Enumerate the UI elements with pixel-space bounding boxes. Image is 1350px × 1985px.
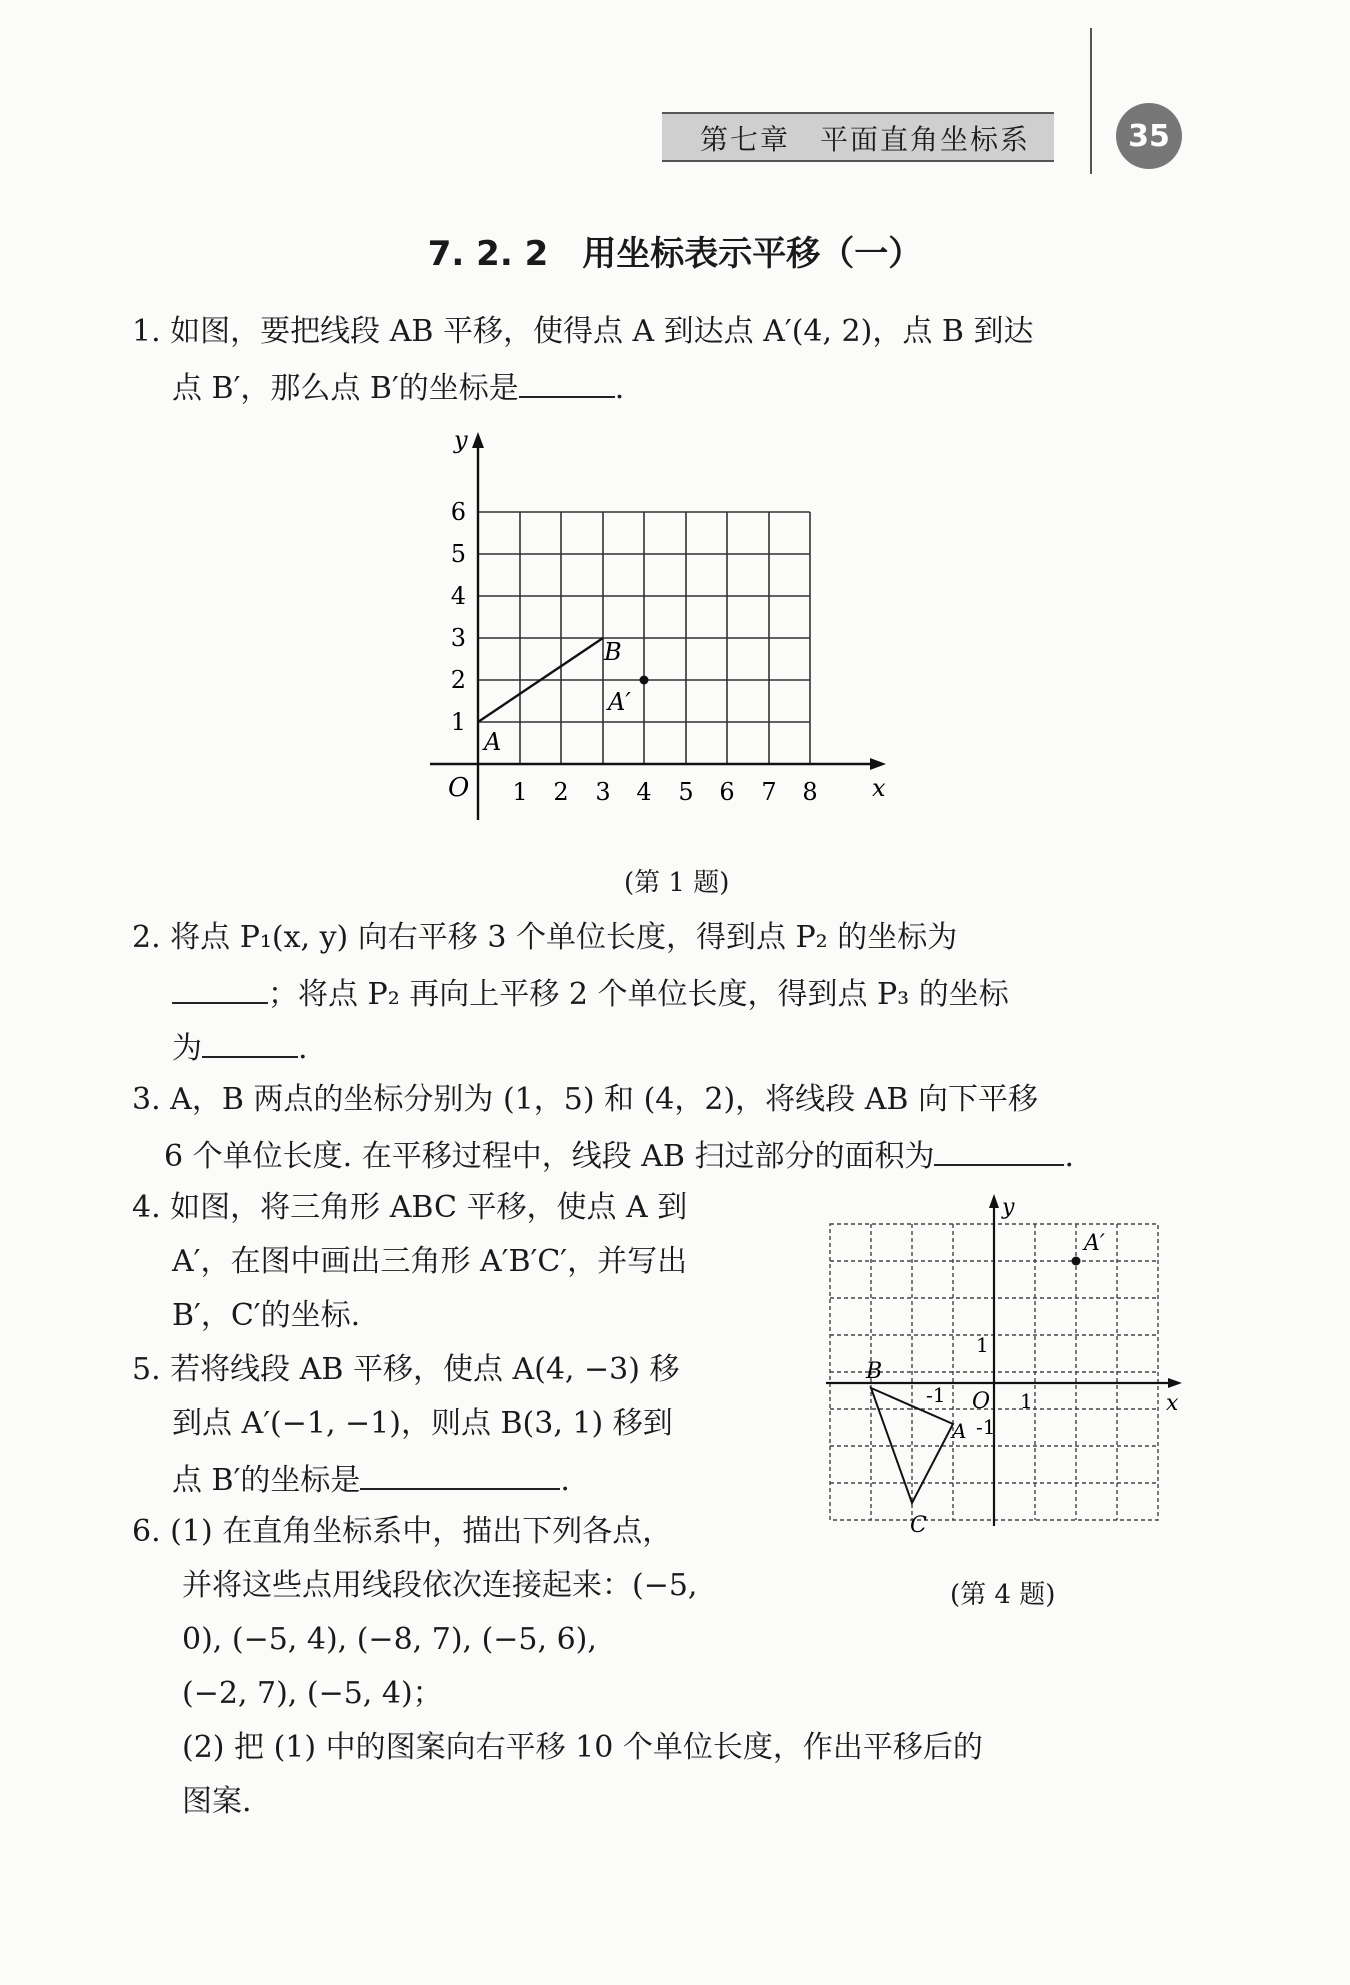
fig4-origin-label: O (972, 1389, 991, 1414)
fig1-x-tick: 5 (678, 778, 694, 806)
q3-line2-end: . (1064, 1139, 1075, 1174)
fig4-label-a-prime: A′ (1084, 1231, 1105, 1256)
q2-line2 (172, 972, 1009, 1015)
fig1-origin-label: O (448, 773, 470, 803)
q4-line1: 4. 如图，将三角形 ABC 平移，使点 A 到 (132, 1190, 688, 1225)
q2-line3-text: 为 (172, 1031, 202, 1066)
fig1-x-tick: 6 (719, 778, 735, 806)
q1-line2 (172, 366, 624, 409)
q4-line2: A′，在图中画出三角形 A′B′C′，并写出 (172, 1244, 688, 1279)
q4-line3: B′，C′的坐标. (172, 1298, 361, 1333)
q6-line1: 6. (1) 在直角坐标系中，描出下列各点， (132, 1514, 673, 1549)
q2-answer-blank-p2[interactable] (172, 972, 268, 1004)
fig1-y-tick: 3 (450, 624, 466, 652)
q6-line5: (2) 把 (1) 中的图案向右平移 10 个单位长度，作出平移后的 (182, 1730, 983, 1765)
fig4-tick-y-pos: 1 (976, 1333, 989, 1357)
fig4-y-arrow (989, 1194, 999, 1208)
header-divider (1090, 28, 1092, 174)
figure-4-coordinate-grid (820, 1190, 1200, 1560)
fig4-label-b: B (866, 1359, 883, 1384)
q5-line3-end: . (560, 1463, 570, 1498)
q3-line2-text: 6 个单位长度. 在平移过程中，线段 AB 扫过部分的面积为 (164, 1139, 935, 1174)
figure-1-coordinate-grid (420, 420, 900, 820)
fig1-y-arrow (472, 432, 484, 448)
fig1-label-a-prime: A′ (608, 688, 631, 716)
fig1-axes (430, 438, 880, 820)
section-title: 7. 2. 2 用坐标表示平移（一） (427, 234, 923, 274)
fig4-caption: (第 4 题) (950, 1580, 1056, 1610)
fig1-x-tick: 4 (636, 778, 652, 806)
q6-line3: 0), (−5, 4), (−8, 7), (−5, 6), (182, 1622, 597, 1657)
fig1-y-tick: 5 (450, 540, 466, 568)
fig4-x-arrow (1168, 1378, 1182, 1388)
fig1-y-label: y (454, 426, 468, 454)
q1-line2-end: . (614, 371, 625, 406)
fig1-label-a: A (484, 728, 502, 756)
fig1-x-label: x (872, 774, 886, 802)
fig1-y-tick: 6 (450, 498, 466, 526)
fig4-point-a-prime (1072, 1257, 1081, 1266)
chapter-title: 第七章 平面直角坐标系 (700, 123, 1031, 156)
fig4-tick-x-pos: 1 (1020, 1389, 1033, 1413)
fig4-x-label: x (1166, 1391, 1179, 1416)
q6-line2: 并将这些点用线段依次连接起来：(−5, (182, 1568, 698, 1603)
fig1-x-tick: 7 (761, 778, 777, 806)
q1-line1: 1. 如图，要把线段 AB 平移，使得点 A 到达点 A′(4, 2)，点 B 到达 (132, 314, 1034, 349)
fig1-x-tick: 3 (595, 778, 611, 806)
q5-answer-blank[interactable] (360, 1458, 560, 1490)
fig1-x-tick: 1 (512, 778, 528, 806)
q1-line2-text: 点 B′，那么点 B′的坐标是 (172, 371, 519, 406)
q2-line1: 2. 将点 P₁(x, y) 向右平移 3 个单位长度，得到点 P₂ 的坐标为 (132, 920, 958, 955)
q1-answer-blank[interactable] (519, 366, 615, 398)
q6-line6: 图案. (182, 1784, 252, 1819)
fig1-grid (478, 512, 810, 764)
fig4-tick-x-neg: -1 (926, 1383, 946, 1407)
q5-line2: 到点 A′(−1, −1)，则点 B(3, 1) 移到 (172, 1406, 673, 1441)
fig4-label-c: C (910, 1513, 927, 1538)
fig1-y-tick: 2 (450, 666, 466, 694)
fig1-y-ticks (451, 498, 466, 736)
q3-answer-blank[interactable] (934, 1134, 1064, 1166)
fig4-label-a: A (952, 1419, 967, 1443)
fig1-point-a-prime (640, 676, 649, 685)
fig4-tick-y-neg: -1 (976, 1415, 996, 1439)
fig1-label-b: B (604, 638, 622, 666)
fig1-caption: (第 1 题) (624, 868, 730, 898)
q3-line2 (164, 1134, 1074, 1177)
q6-line4: (−2, 7), (−5, 4)； (182, 1676, 443, 1711)
fig1-x-tick: 8 (802, 778, 818, 806)
q5-line1: 5. 若将线段 AB 平移，使点 A(4, −3) 移 (132, 1352, 680, 1387)
q2-answer-blank-p3[interactable] (202, 1026, 298, 1058)
q3-line1: 3. A，B 两点的坐标分别为 (1，5) 和 (4，2)，将线段 AB 向下平移 (132, 1082, 1038, 1117)
fig1-y-tick: 1 (450, 708, 466, 736)
page-number: 35 (1116, 103, 1182, 169)
fig1-x-ticks (512, 778, 817, 806)
q5-line3 (172, 1458, 570, 1501)
q2-line2-text: ；将点 P₂ 再向上平移 2 个单位长度，得到点 P₃ 的坐标 (268, 977, 1009, 1012)
fig4-y-label: y (1002, 1195, 1015, 1220)
q2-line3-end: . (298, 1031, 308, 1066)
q5-line3-text: 点 B′的坐标是 (172, 1463, 361, 1498)
fig1-x-tick: 2 (553, 778, 569, 806)
fig1-y-tick: 4 (450, 582, 466, 610)
q2-line3 (172, 1026, 308, 1069)
fig1-x-arrow (870, 758, 886, 770)
